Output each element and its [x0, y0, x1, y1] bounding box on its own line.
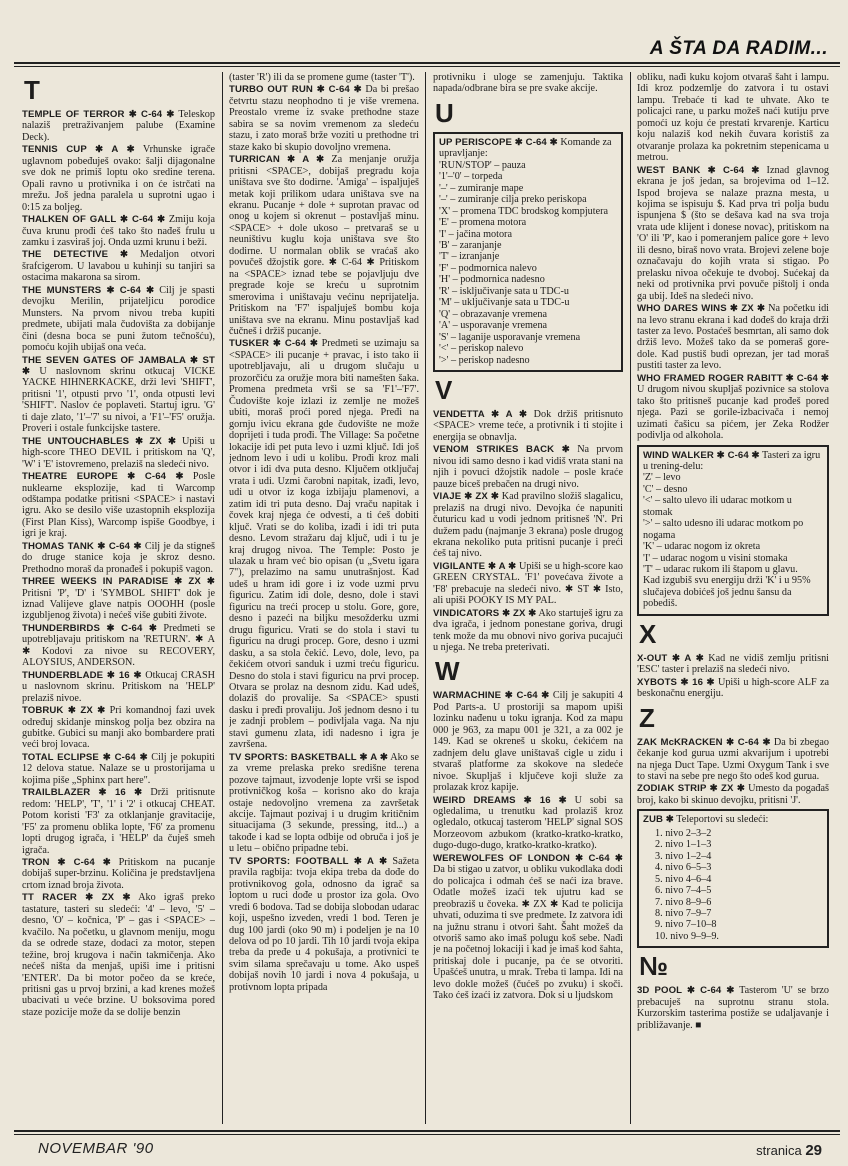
- list-item: 'C' – desno: [643, 483, 688, 495]
- page-number-value: 29: [805, 1142, 822, 1159]
- entry: [433, 853, 623, 1002]
- list-item: 'X' – promena TDC brodskog kompjutera: [439, 205, 609, 217]
- continued-text: obliku, nađi kuku kojom otvaraš šaht i lampu. Idi kroz podzemlje do zatvora i tu ostavi lampu. Trebaće ti kad te uhvate. Ako te policajci rane, u parku možeš naći kutiju prve pomoći uz koju će prestati krvarenje. Karticu koju nalaziš kod nekih čuvara koristiš za otvaranje prolaza ka pokretnim stepenicama u metrou.: [637, 72, 829, 164]
- entry-text: Upiši u high-score THEO DEVIL i pritiskom na 'Q', 'W' i 'E' istovremeno, prelaziš na sledeći nivo.: [22, 435, 215, 470]
- entry-list: [637, 737, 829, 807]
- list-item: 3. nivo 1–2–4: [655, 850, 712, 862]
- section-letter: №: [639, 951, 668, 982]
- entry-title: XYBOTS ✱ 16 ✱: [637, 676, 715, 688]
- entry: [637, 985, 829, 1031]
- entry-text: Da bi stigao u zatvor, u obliku vukodlaka dodi do policajca i odmah ćeš se naći iza brave. Odatle možeš izaći tek ujutru kad se preobraziš u čoveka. ✱ ZX ✱ Kad te policija uhvati, oduzima ti sve predmete. Iz zatvora idi na južnu stranu i otvori šaht. Šaht možeš da otvoriš samo ako imaš polugu koš sebe. Nađi je na početnoj lokaciji i kad je imaš kod šahta, pritiskaj dole i pucanje, pa će se otvoriti. Upašćeš unutra, u mrak. Treba ti lampa. Idi na levo dokle možeš (čućeš po zvuku) i skoči. Tako ćeš izaći iz zatvora. Dok si u ljudskom: [433, 864, 623, 1002]
- entry-title: WEST BANK ✱ C-64 ✱: [637, 164, 760, 176]
- entry: [637, 165, 829, 302]
- list-item: 'I' – jačina motora: [439, 228, 512, 240]
- list-item: 'Q' – obrazavanje vremena: [439, 308, 548, 320]
- entry: [433, 491, 623, 560]
- entry-text: Medaljon otvori šrafcigerom. U lavabou u kuhinji su tanjiri sa ostacima makarona sa sirom.: [22, 249, 215, 284]
- continued-text: (taster 'R') ili da se promene gume (taster 'T').: [229, 72, 415, 83]
- entry-title: WEIRD DREAMS ✱ 16 ✱: [433, 794, 567, 806]
- entry-title: THREE WEEKS IN PARADISE ✱ ZX ✱: [22, 576, 215, 588]
- entry: [229, 856, 419, 993]
- list-item: 'K' – udarac nogom iz okreta: [643, 541, 761, 553]
- entry-list: [433, 409, 623, 654]
- section-letter: U: [435, 97, 454, 128]
- entry-text: Cilj je da stigneš do druge stanice koja je skroz desno. Prethodno moraš da pronađeš i pokupiš vagon.: [22, 540, 215, 575]
- list-item: 'RUN/STOP' – pauza: [439, 159, 526, 171]
- list-item: 6. nivo 7–4–5: [655, 885, 712, 897]
- entry: [22, 752, 215, 786]
- entry-text: Iznad glavnog ekrana je još jedan, sa brojevima od 1–12. Ispod brojeva se nalaze prazna mesta, u kojima se ispisuju $. Kad prva tri polja budu ispunjena $ (što se dešava kad na sva troja vrata ude klijent i donese novac), pritiskom na 'O' ili 'P', kao i pomeranjem palice gore + levo ili desno, biraš novo vrata. Brojevi zelene boje označavaju do kojih vrata si stigao. Po prelasku nivoa očekuje te dvoboj. Sućekaj da neki od protivnika prvi povuče pištolj i onda ga ubij. Ideš na sledeći nivo.: [637, 164, 829, 302]
- entry-text: Da bi zbegao čekanje kod gurua uzmi akvarijum i upotrebi na njega Duct Tape. Uzmi Oxygum Tank i sve to stavi na sebe pre nego što odeš kod gurua.: [637, 736, 829, 783]
- entry-title: VIAJE ✱ ZX ✱: [433, 491, 499, 503]
- entry-text: Predmeti se uzimaju sa <SPACE> ili pucanje + pravac, i isto tako ii upotrebljavaju, ali u drugom slučaju u prozorčiću za oružje mora biti namešten šaka. Promena predmeta vrši se sa 'F1'–'F7'. Čudovište koje izlazi iz zemlje ne možeš ubiti, moraš proći pored njega. Pređi na gornju ivicu ekrana gde čudovište ne može doprijeti i tuda prođi. The Village: Sa početne lokacije idi pet puta levo i uzmi ključ. Idi još jednom levo i udi u kolibu. Prođi kroz mali otvor i idi dva puta desno. Ključem otključaj vrata i udi. Uzmi čarobni napitak, izađi, levo, udi u otvor iz koga izbijaju plamenovi, a zatim idi tri puta desno. Daj vraču napitak i čovek kraj njega će odvesti, a ti ćeš dobiti ključ. Vrati se do koliba, izađi i idi tri puta desno. Levom stražaru daj ključ, udi i tu je kraj drugog nivoa. The Temple: Posto je ulazak u hram već bio opisan (u „Svetu igara 7"), prelazimo na samu unutrašnjost. Kad udeš u hram idi gore i iz vode uzmi prvu figuricu. Zatim idi dole, desno, dole i stavi figuricu na treći procep u stolu. Gore, gore, desno i pazeći na biljku mesožderku uzmi drugu figuricu. Vrati se do stola i stavi tu figuricu na drugi procep. Gore, desno i uzmi dasku, a sa stola čekić. Levo, dole, levo, pa čekićem otvori sanduk i uzmi treću figuricu. Desno do stola i stavi figuricu na prvi procep. Otvara se prolaz na desnom zidu. Kad udeš, dolaziš do provalije. Sa <SPACE> spusti dasku i pređi provaliju. Još jednom desno i tu je zadnji problem – podivljala vaga. Na nju stavi gumenu zlata, idi nadesno i igra je završena.: [229, 338, 419, 751]
- entry-title: VINDICATORS ✱ ZX ✱: [433, 607, 537, 619]
- section-letter: T: [24, 75, 40, 105]
- wind-walker-box: [637, 445, 829, 616]
- entry-title: THALKEN OF GALL ✱ C-64 ✱: [22, 214, 166, 226]
- entry-text: Drži pritisnute redom: 'HELP', 'T', '1' i '2' i otkucaj CHEAT. Potom koristi 'F3' za otklanjanje gravitacije, 'F5' za promenu oblika lopte, 'F6' za promenu lopti drugog igrača, i 'HELP' da čuješ smeh igrača.: [22, 787, 215, 856]
- entry-text: Cilj je spasti devojku Merilin, prijateljicu porodice Munsters. Na prvom nivou treba kupiti predmete, ubijati mala čudovišta za dobijanje čini (desna boca se puni žutom tečnošću), pomoću kojih ubijaš ona veća.: [22, 284, 215, 354]
- entry-text: Kad pravilno složiš slagalicu, prelaziš na drugi nivo. Devojka će napuniti čuturicu kad u vodi jednom pritisneš 'N'. Pri dužem padu (najmanje 3 ekrana) posle drugog ekrana nekoliko puta pritisni pucanje i preći ćeš taj nivo.: [433, 491, 623, 560]
- entry-title: THE DETECTIVE ✱: [22, 249, 129, 261]
- entry-text: Tasteri za igru u trening-delu:: [643, 449, 821, 472]
- entry-text: U sobi sa ogledalima, u trenutku kad prolaziš kroz ogledalo, otkucaj tasterom 'HELP' signal SOS Morzeovom azbukom (kratko-kratko-kratko, dugo-dugo-dugo, kratko-kratko-kratko).: [433, 794, 623, 852]
- entry: [637, 653, 829, 676]
- list-item: '1'–'0' – torpeda: [439, 171, 503, 183]
- entry-title: X-OUT ✱ A ✱: [637, 652, 704, 664]
- entry: [433, 690, 623, 793]
- entry: [22, 144, 215, 213]
- column-2: [229, 72, 419, 1127]
- entry-text: Pritiskom na pucanje dobijaš super-brzinu. Količina je predstavljena crtom iznad broja života.: [22, 857, 215, 891]
- section-letter: V: [435, 374, 453, 405]
- continued-text: protivniku i uloge se zamenjuju. Taktika napada/odbrane bira se pre svake akcije.: [433, 72, 623, 95]
- entry: [22, 541, 215, 575]
- page-label: stranica: [756, 1143, 802, 1158]
- list-item: 'E' – promena motora: [439, 217, 527, 229]
- list-item: '<' – salto ulevo ili udarac motkom u stomak: [643, 495, 792, 518]
- column-4: [637, 72, 829, 1127]
- entry-title: TURRICAN ✱ A ✱: [229, 154, 325, 166]
- header-rule-bottom: [14, 66, 840, 67]
- entry-text: Na prvom nivou idi samo desno i kad vidiš vrata stani na njih i povuci džojstik nadole – posle kraće pauze biceš prebačen na drugi nivo.: [433, 444, 623, 490]
- entry: [433, 795, 623, 852]
- entry-text: Da bi prešao četvrtu stazu neophodno ti je više vremena. Preostalo vreme iz svake prethodne staze sabira se sa novim vremenom za sledeću stazu, i zato moraš brže voziti u prethodne tri staze kako bi skupio dovoljno vremena.: [229, 84, 419, 153]
- section-letter: W: [435, 656, 460, 687]
- entry: [637, 737, 829, 783]
- entry-text: Dok držiš pritisnuto <SPACE> vreme teće, a protivnik i ti stojite i energija se obnavlja.: [433, 408, 623, 443]
- page-number: [756, 1142, 822, 1159]
- list-item: 1. nivo 2–3–2: [655, 827, 712, 839]
- entry-text: Ako igraš preko tastature, tasteri su sledeći: '4' – levo, '5' – desno, 'O' – kočnica, 'P' – gas i <SPACE> – kvačilo. Na početku, u glavnom meniju, mogu da se odrede staze, dodaci za motor, stepen težine, broj krugova i način takmičenja. Ako nećeš ništa da menjaš, upiši ime i pritisni 'ENTER'. Da bi motor počeo da se kreće, pritisni gas u prvoj brzini, a kad krenes možeš ubacivati u veće brzine. U boksovima pored staze pozicije može da se dolije benzin: [22, 892, 215, 1018]
- list-item: '>' – salto udesno ili udarac motkom po nogama: [643, 518, 804, 541]
- key-list: [643, 472, 823, 575]
- entry-text: Upiši u high-score ALF za beskonačnu energiju.: [637, 676, 829, 700]
- list-item: 9. nivo 7–10–8: [655, 919, 717, 931]
- list-item: 'F' – podmornica nalevo: [439, 262, 537, 274]
- entry: [22, 623, 215, 669]
- entry-text: U drugom nivou skupljaš pozivnice sa stolova tako što pritisneš pucanje kad prođeš pored njega. Pazi se gorile-izbacivača i nemoj uzimati čašicu sa pićem, jer Zeka Rodžer podivlja od alkohola.: [637, 384, 829, 442]
- entry-text: Posle nuklearne eksplozije, kad ti Warcomp odštampa podatke pritisni <SPACE> i nastavi igru. Ako se desilo više uzastopnih eksplozija (First Plan Kiss), Warcomp ispiše Goodbye, i igri je kraj.: [22, 471, 215, 540]
- entry-title: TUSKER ✱ C-64 ✱: [229, 338, 318, 350]
- list-item: 7. nivo 8–9–6: [655, 896, 712, 908]
- list-item: 'Z' – levo: [643, 472, 681, 484]
- entry-text: Za menjanje oružja pritisni <SPACE>, dobijaš pregradu koja uništava sve što dodirne. 'Amiga' – ispaljuješ metak koji prilikom udara uništava sve na ekranu. Pucanje + dole + suprotan pravac od onog u kojem si okrenut – postavljaš minu. <SPACE> + dole ukoso – pretvaraš se u neuništivu kuglu koja uništava sve što dodirne. U normalan oblik se vraćaš ako povučeš džojstik gore. ✱ C-64 ✱ Pritiskom na <SPACE> iznad tebe se pojavljuju dve pregrade koje se kreću u suprotnim smerovima i uništavaju većinu neprijatelja. Pritiskom na 'F7' ispaljuješ bombu koja uništava sve na ekranu. Minu postavljaš kad čučneš i držiš pucanje.: [229, 154, 419, 337]
- entry-text: Ako startuješ igru za dva igrača, i jednom ponestane goriva, drugi tenk može da mu obnovi nivo goriva pucajući u njega. Ne treba preterivati.: [433, 607, 623, 654]
- entry: [433, 444, 623, 490]
- entry-text: Zmiju koja čuva krunu prođi ćeš tako što nađeš frulu u zamku i zasviraš joj. Onda uzmi krunu i beži.: [22, 214, 215, 248]
- entry-title: WEREWOLFES OF LONDON ✱ C-64 ✱: [433, 852, 623, 864]
- entry-text: Teleportovi su sledeći:: [673, 814, 769, 826]
- entry: [22, 109, 215, 143]
- entry-title: THUNDERBLADE ✱ 16 ✱: [22, 669, 142, 681]
- entry-title: TEMPLE OF TERROR ✱ C-64 ✱: [22, 109, 175, 120]
- entry-list: [637, 165, 829, 442]
- entry-title: VENOM STRIKES BACK ✱: [433, 444, 570, 456]
- entry-title: 3D POOL ✱ C-64 ✱: [637, 985, 735, 997]
- entry-list: [637, 985, 829, 1031]
- entry: [22, 214, 215, 248]
- entry: [22, 705, 215, 751]
- entry: [433, 608, 623, 654]
- entry-text: Umesto da pogađaš broj, kako bi skinuo devojku, pritisni 'J'.: [637, 783, 829, 806]
- entry-text: Predmeti se upotrebljavaju pritiskom na 'RETURN'. ✱ A ✱ Kodovi za nivoe su RECOVERY, ALOYSIUS, ANDERSON.: [22, 622, 215, 669]
- entry-text: U naslovnom skrinu otkucaj VICKE YACKE HIHNERKACKE, drži levi 'SHIFT', pritisni '1', otpusti prvo '1', onda otpusti levi 'SHIFT'. Naslov će poplaveti. Startuj igru. 'G' ti daje zlato, '1'–'7' su nivoi, a 'F1'–'F5' oružja. Proveri i ostale funkcijske tastere.: [22, 365, 215, 435]
- entry: [637, 303, 829, 372]
- entry-title: TRON ✱ C-64 ✱: [22, 857, 111, 868]
- list-item: 'T' – izranjanje: [439, 251, 500, 263]
- entry-text: Kad ne vidiš zemlju pritisni 'ESC' taster i prelaziš na sledeći nivo.: [637, 652, 829, 676]
- entry-title: TV SPORTS: BASKETBALL ✱ A ✱: [229, 751, 389, 763]
- entry: [637, 373, 829, 442]
- list-item: 'H' – podmornica nadesno: [439, 274, 545, 286]
- entry: [229, 154, 419, 337]
- list-item: 'S' – laganije usporavanje vremena: [439, 331, 581, 343]
- entry-text: Sažeta pravila ragbija: tvoja ekipa treba da dođe do protivnikovog gola, odnosno da igrač sa loptom u ruci dođe u prostor iza gola. Ovo vredi 6 bodova. Tad se dobija slobodan udarac koji, uspešno izveden, vredi 1 bod. Teren je dug 100 jardi (oko 90 m) i podeljen je na 10 delova od po 10 jardi. Tih 10 jardi tvoja ekipa treba da pređe u 4 pokušaja, a protivnici te svim silama sprečavaju u tome. Ako uspeš dobijaš novih 10 jardi i nova 4 pokušaja, u protivnom lopta pripada: [229, 855, 419, 993]
- entry-text: Teleskop nalaziš pretraživanjem palube (Examine Deck).: [22, 109, 215, 143]
- entry-title: WHO FRAMED ROGER RABITT ✱ C-64 ✱: [637, 372, 829, 384]
- entry: [433, 409, 623, 443]
- entry-title: THE UNTOUCHABLES ✱ ZX ✱: [22, 435, 177, 447]
- entry-title: TENNIS CUP ✱ A ✱: [22, 144, 135, 156]
- entry: [22, 355, 215, 435]
- list-item: 2. nivo 1–1–3: [655, 839, 712, 851]
- entry-list: [229, 84, 419, 993]
- entry: [22, 857, 215, 891]
- column-3: [433, 72, 623, 1127]
- entry-text: Cilj je pokupiti 12 delova statue. Nalaze se u prostorijama u kojima piše „Sphinx part here".: [22, 751, 215, 786]
- entry-title: VIGILANTE ✱ A ✱: [433, 560, 517, 572]
- entry: [22, 471, 215, 540]
- list-item: 8. nivo 7–9–7: [655, 908, 712, 919]
- list-item: 'B' – zaranjanje: [439, 239, 502, 251]
- entry-text: Otkucaj CRASH u naslovnom skrinu. Pritiskom na 'HELP' prelaziš nivoe.: [22, 669, 215, 704]
- entry-list: [433, 690, 623, 1001]
- issue-month: NOVEMBAR '90: [38, 1140, 154, 1157]
- key-list: [439, 160, 617, 366]
- section-letter: Z: [639, 702, 655, 733]
- entry: [22, 249, 215, 283]
- entry-list: [22, 109, 215, 1018]
- entry-title: WHO DARES WINS ✱ ZX ✱: [637, 303, 766, 315]
- list-item: '>' – periskop nadesno: [439, 354, 530, 366]
- entry-title: ZUB ✱: [643, 814, 674, 826]
- periscope-box: [433, 132, 623, 372]
- entry: [229, 752, 419, 855]
- footer-rule: [14, 1130, 840, 1132]
- entry-title: VENDETTA ✱ A ✱: [433, 408, 528, 420]
- list-item: 5. nivo 4–6–4: [655, 873, 712, 885]
- entry-title: TV SPORTS: FOOTBALL ✱ A ✱: [229, 855, 388, 867]
- entry-title: THUNDERBIRDS ✱ C-64 ✱: [22, 622, 158, 634]
- entry: [433, 561, 623, 607]
- entry-title: TRAILBLAZER ✱ 16 ✱: [22, 787, 143, 799]
- entry: [22, 285, 215, 354]
- entry: [637, 783, 829, 806]
- list-item: '–' – zumiranje cilja preko periskopa: [439, 194, 587, 206]
- entry-text: Tasterom 'U' se brzo prebacuješ na suprotnu stranu stola. Kurzorskim tasterima postiže se udaljavanje i približavanje. ■: [637, 985, 829, 1031]
- list-item: 10. nivo 9–9–9.: [655, 930, 719, 942]
- column-divider: [425, 72, 426, 1124]
- entry: [22, 670, 215, 704]
- list-item: '–' – zumiranje mape: [439, 182, 524, 194]
- entry-text: Pritisni 'P', 'D' i 'SYMBOL SHIFT' dok je iznad Valijeve glave natpis OOOHH (posle izgubljenog života) i nećeš više gubiti živote.: [22, 587, 215, 622]
- entry-text: Kad izgubiš svu energiju drži 'K' i u 95% slučajeva dobićeš još jednu šansu da pobediš.: [643, 575, 811, 610]
- entry: [22, 436, 215, 470]
- entry: [22, 787, 215, 856]
- list-item: 'I' – udarac nogom u visini stomaka: [643, 552, 788, 564]
- teleport-list: [655, 828, 823, 943]
- list-item: 'R' – isključivanje sata u TDC-u: [439, 285, 569, 297]
- entry-list: [637, 653, 829, 700]
- entry-text: Vrhunske igrače uglavnom pobeđuješ ovako: šalji dijagonalne sve dok ne primiš loptu oko sredine terena. Opali ravno u protivnika i on će istrčati na mrežu. Još jedna paralela u suprotni ugao i 0:15 za boljeg.: [22, 144, 215, 213]
- section-letter: X: [639, 618, 657, 649]
- footer-rule-thin: [14, 1134, 840, 1135]
- list-item: '<' – periskop nalevo: [439, 343, 524, 355]
- entry-title: TOBRUK ✱ ZX ✱: [22, 705, 106, 717]
- entry-title: TURBO OUT RUN ✱ C-64 ✱: [229, 84, 362, 96]
- entry-title: THE SEVEN GATES OF JAMBALA ✱ ST ✱: [22, 354, 215, 377]
- entry: [22, 892, 215, 1018]
- entry-text: Pri komandnoj fazi uvek određuj skidanje minskog polja bez obzira na gubitke. Gubici su manji ako bombardere prati veći broj lovaca.: [22, 705, 215, 751]
- entry-text: Upiši se u high-score kao GREEN CRYSTAL. 'F1' povećava živote a 'F8' prebacuje na sledeći nivo. ✱ ST ✱ Isto, ali upiši POOKY IS MY PAL.: [433, 560, 623, 607]
- column-divider: [222, 72, 223, 1124]
- entry-text: Cilj je sakupiti 4 Pod Parts-a. U prostoriji sa mapom upiši lozinku nađenu u toku igranja. Kod za mapu 000 je 963, za mapu 001 je 321, a za 002 je 149. Kad se okreneš u skoku, ćekićem na zadnjem delu glave uništavaš cigle u zidu i stvaraš platforme za skokove na sledeće nivoe. Skupljaš i ključeve koji služe za prolazak kroz kapije.: [433, 690, 623, 794]
- entry-title: UP PERISCOPE ✱ C-64 ✱: [439, 136, 558, 148]
- column-1: [22, 72, 215, 1127]
- entry: [22, 576, 215, 622]
- header-rule-top: [14, 62, 840, 64]
- entry-title: ZODIAK STRIP ✱ ZX ✱: [637, 783, 745, 795]
- zub-box: [637, 809, 829, 948]
- entry-title: ZAK McKRACKEN ✱ C-64 ✱: [637, 736, 771, 748]
- entry-title: WARMACHINE ✱ C-64 ✱: [433, 690, 550, 702]
- list-item: 'A' – usporavanje vremena: [439, 320, 548, 332]
- entry: [229, 84, 419, 153]
- entry-title: TT RACER ✱ ZX ✱: [22, 892, 131, 904]
- entry-title: THOMAS TANK ✱ C-64 ✱: [22, 540, 142, 552]
- list-item: 'T' – udarac rukom ili štapom u glavu.: [643, 564, 798, 576]
- entry: [637, 677, 829, 700]
- entry-title: THE MUNSTERS ✱ C-64 ✱: [22, 284, 155, 296]
- column-divider: [630, 72, 631, 1124]
- entry-text: Na početku idi na levo stranu ekrana i kad dođeš do kraja drži taster za levo. Postaćeš besmrtan, ali samo dok držiš levo. Možeš tako da se pomeraš gore-dole. Kad pustiš budi oprezan, jer tad moraš pustiti taster za levo.: [637, 303, 829, 372]
- entry-title: WIND WALKER ✱ C-64 ✱: [643, 449, 760, 461]
- entry: [229, 338, 419, 750]
- entry-title: TOTAL ECLIPSE ✱ C-64 ✱: [22, 751, 148, 763]
- list-item: 'M' – uključivanje sata u TDC-u: [439, 297, 570, 309]
- list-item: 4. nivo 6–5–3: [655, 862, 712, 874]
- entry-title: THEATRE EUROPE ✱ C-64 ✱: [22, 471, 184, 483]
- entry-text: Komande za upravljanje:: [439, 136, 612, 160]
- section-title: A ŠTA DA RADIM...: [649, 38, 828, 59]
- entry-text: Ako se za vreme prelaska preko središne terena pozove tajmaut, izvodenje lopte vrši se ispod protivničkog koša – korisno ako do kraja ostaje nedovoljno vremena za završetak akcije. Tajmaut pozivaj i u drugim kritičnim situacijama (3 sekunde, pressing, itd...) a takođe i kad se lopta odbije od obruča i još je u letu – obično pripadne tebi.: [229, 751, 419, 855]
